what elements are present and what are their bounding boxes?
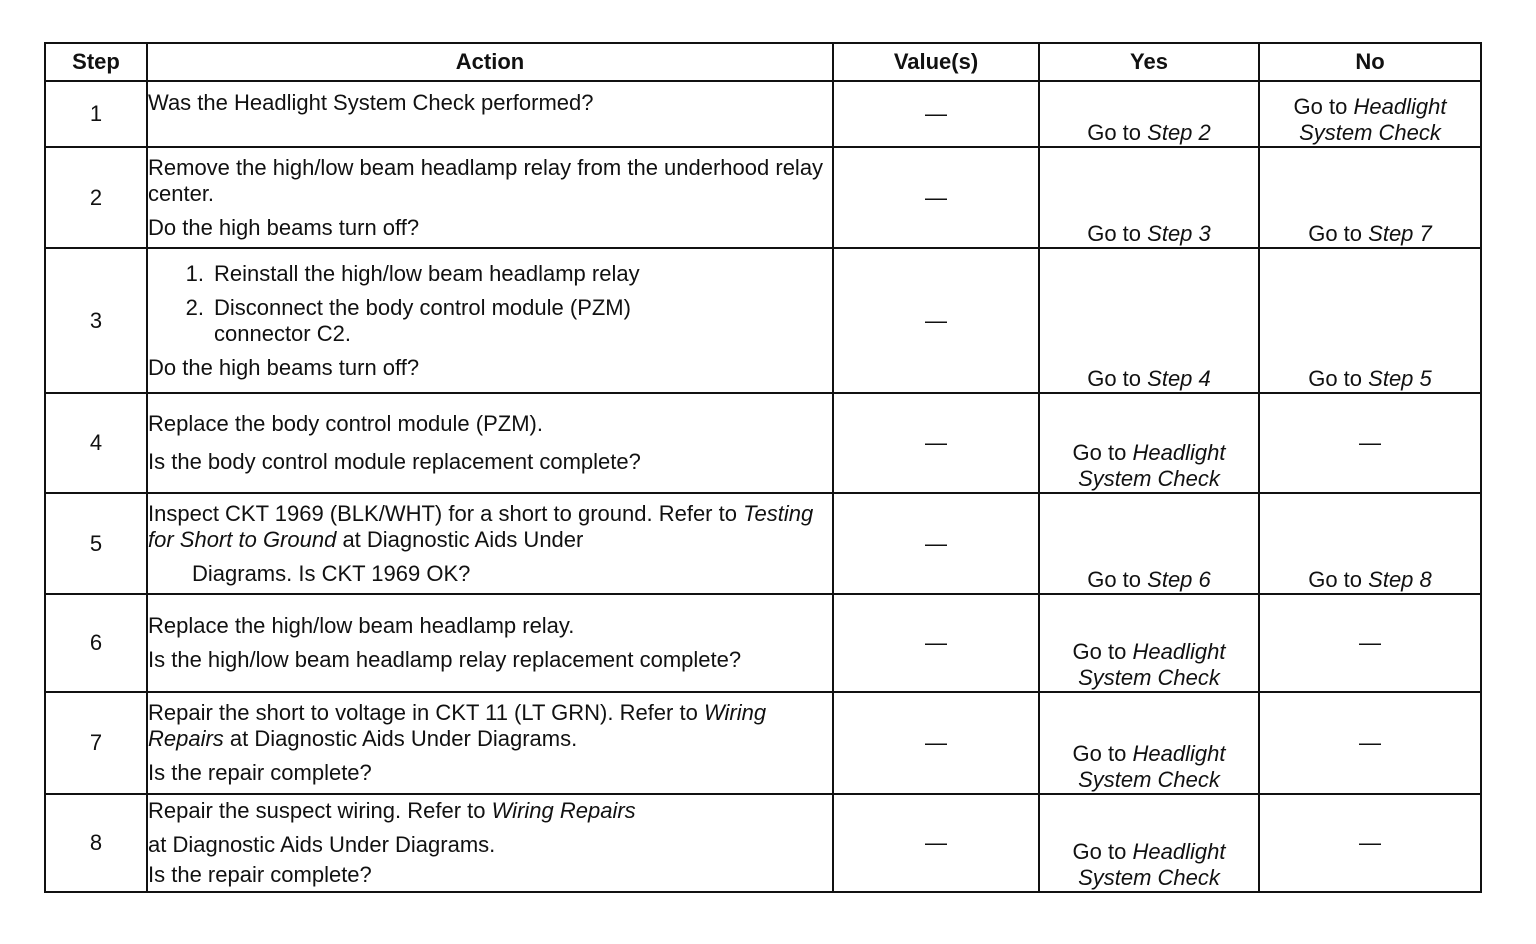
yes-cell xyxy=(1039,794,1259,892)
no-target: Step 8 xyxy=(1368,567,1432,592)
yes-prefix: Go to xyxy=(1087,120,1142,145)
action-text xyxy=(148,501,832,553)
action-text: Remove the high/low beam headlamp relay from the underhood relay center. xyxy=(148,154,824,206)
table-row xyxy=(45,794,1481,892)
yes-target: System Check xyxy=(1078,466,1220,491)
value-cell: — xyxy=(833,794,1039,892)
step-number: 3 xyxy=(45,248,147,393)
action-cell xyxy=(147,81,833,147)
no-cell: — xyxy=(1259,794,1481,892)
table-row xyxy=(45,147,1481,248)
yes-cell xyxy=(1039,393,1259,493)
value-cell: — xyxy=(833,147,1039,248)
step-number: 4 xyxy=(45,393,147,493)
action-question: Is the repair complete? xyxy=(148,862,372,887)
no-target: Headlight xyxy=(1353,94,1447,119)
action-text xyxy=(148,798,832,824)
list-item xyxy=(170,295,832,347)
action-cell xyxy=(147,493,833,594)
no-prefix: Go to xyxy=(1308,366,1363,391)
no-prefix: Go to xyxy=(1308,221,1363,246)
no-cell: — xyxy=(1259,393,1481,493)
table-row xyxy=(45,81,1481,147)
yes-target: Headlight xyxy=(1132,741,1226,766)
action-question: Is the body control module replacement complete? xyxy=(148,449,641,474)
list-item xyxy=(170,261,832,287)
action-text: Replace the body control module (PZM). xyxy=(148,411,543,436)
action-question: Is the high/low beam headlamp relay replacement complete? xyxy=(148,647,742,672)
no-target: Step 5 xyxy=(1368,366,1432,391)
yes-prefix: Go to xyxy=(1072,639,1127,664)
header-values: Value(s) xyxy=(833,43,1039,81)
list-text: Reinstall the high/low beam headlamp relay xyxy=(214,260,640,286)
value-cell: — xyxy=(833,692,1039,794)
step-number: 6 xyxy=(45,594,147,692)
yes-target: Headlight xyxy=(1132,839,1226,864)
reference-link: Wiring Repairs xyxy=(148,700,767,751)
yes-target: Headlight xyxy=(1132,639,1226,664)
yes-prefix: Go to xyxy=(1087,221,1142,246)
action-question: Do the high beams turn off? xyxy=(148,214,420,240)
value-cell: — xyxy=(833,248,1039,393)
no-cell xyxy=(1259,493,1481,594)
no-cell: — xyxy=(1259,594,1481,692)
no-cell xyxy=(1259,147,1481,248)
step-number: 5 xyxy=(45,493,147,594)
action-list xyxy=(148,261,832,347)
step-number: 8 xyxy=(45,794,147,892)
action-cell xyxy=(147,147,833,248)
table-row xyxy=(45,493,1481,594)
yes-prefix: Go to xyxy=(1087,366,1142,391)
header-action: Action xyxy=(147,43,833,81)
yes-cell xyxy=(1039,594,1259,692)
no-cell xyxy=(1259,248,1481,393)
action-text-part: Repair the short to voltage in CKT 11 (LT GRN). Refer to xyxy=(148,700,704,725)
table-row xyxy=(45,248,1481,393)
yes-cell xyxy=(1039,493,1259,594)
yes-target: System Check xyxy=(1078,665,1220,690)
no-target: System Check xyxy=(1299,120,1441,145)
action-text-part: at Diagnostic Aids Under Diagrams. xyxy=(223,726,578,751)
action-text-part: Inspect CKT 1969 (BLK/WHT) for a short to ground. Refer to xyxy=(148,500,744,526)
yes-prefix: Go to xyxy=(1072,741,1127,766)
yes-prefix: Go to xyxy=(1072,839,1127,864)
no-prefix: Go to xyxy=(1293,94,1348,119)
yes-target: Step 2 xyxy=(1147,120,1211,145)
yes-target: Headlight xyxy=(1132,440,1226,465)
list-number: 1. xyxy=(185,260,204,286)
yes-prefix: Go to xyxy=(1072,440,1127,465)
value-cell: — xyxy=(833,393,1039,493)
table-row xyxy=(45,692,1481,794)
yes-cell xyxy=(1039,81,1259,147)
value-cell: — xyxy=(833,493,1039,594)
yes-prefix: Go to xyxy=(1087,567,1142,592)
yes-cell xyxy=(1039,248,1259,393)
action-cell xyxy=(147,794,833,892)
value-cell: — xyxy=(833,81,1039,147)
list-number: 2. xyxy=(185,294,204,320)
reference-link: Testing for Short to Ground xyxy=(148,500,814,552)
action-cell xyxy=(147,594,833,692)
step-number: 2 xyxy=(45,147,147,248)
yes-target: System Check xyxy=(1078,865,1220,890)
table-row xyxy=(45,594,1481,692)
yes-target: Step 6 xyxy=(1147,567,1211,592)
action-text: Was the Headlight System Check performed? xyxy=(148,90,594,115)
no-cell xyxy=(1259,81,1481,147)
header-no: No xyxy=(1259,43,1481,81)
header-yes: Yes xyxy=(1039,43,1259,81)
action-text-line: at Diagnostic Aids Under Diagrams. xyxy=(148,832,496,857)
action-cell xyxy=(147,393,833,493)
action-text-part: at Diagnostic Aids Under xyxy=(336,526,584,552)
yes-cell xyxy=(1039,147,1259,248)
table-row xyxy=(45,393,1481,493)
step-number: 1 xyxy=(45,81,147,147)
no-cell: — xyxy=(1259,692,1481,794)
action-cell xyxy=(147,692,833,794)
action-question: Do the high beams turn off? xyxy=(148,354,420,380)
action-cell xyxy=(147,248,833,393)
header-row xyxy=(45,43,1481,81)
value-cell: — xyxy=(833,594,1039,692)
diagnostic-table xyxy=(44,42,1482,893)
header-step: Step xyxy=(45,43,147,81)
yes-target: System Check xyxy=(1078,767,1220,792)
action-text-part: Repair the suspect wiring. Refer to xyxy=(148,798,492,823)
reference-link: Wiring Repairs xyxy=(491,798,636,823)
no-target: Step 7 xyxy=(1368,221,1432,246)
action-text xyxy=(148,700,832,752)
yes-target: Step 4 xyxy=(1147,366,1211,391)
action-question: Diagrams. Is CKT 1969 OK? xyxy=(192,560,471,586)
action-question: Is the repair complete? xyxy=(148,760,372,785)
list-text: Disconnect the body control module (PZM) connector C2. xyxy=(214,294,631,346)
action-text: Replace the high/low beam headlamp relay. xyxy=(148,613,575,638)
yes-target: Step 3 xyxy=(1147,221,1211,246)
step-number: 7 xyxy=(45,692,147,794)
no-prefix: Go to xyxy=(1308,567,1363,592)
yes-cell xyxy=(1039,692,1259,794)
